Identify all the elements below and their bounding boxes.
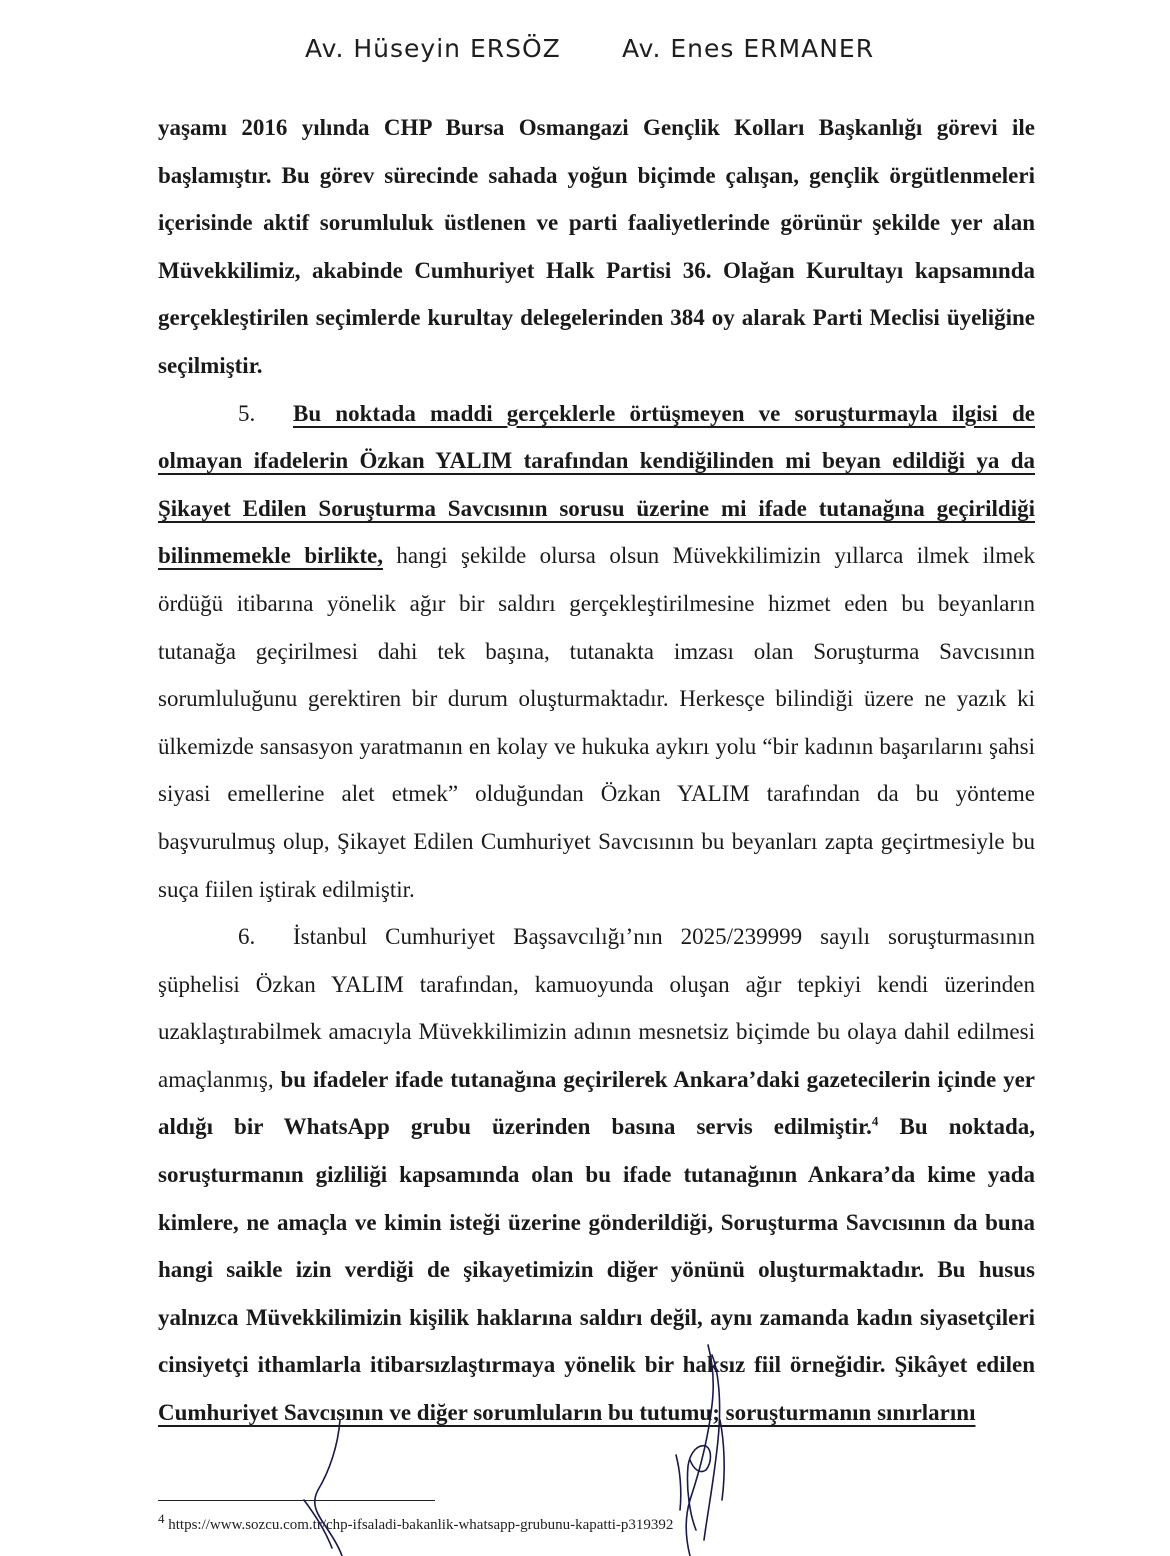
footnote <box>158 1511 674 1534</box>
paragraph-bold-text: bu ifadeler ifade tutanağına geçirilerek Ankara’daki gazetecilerin içinde yer aldığı bir WhatsApp grubu üzerinden basına servis edilmiştir. <box>158 1066 1035 1140</box>
paragraph-number: 5. <box>238 400 256 426</box>
footnote-number: 4 <box>158 1511 165 1526</box>
paragraph-text: İstanbul Cumhuriyet Başsavcılığı’nın 2025/239999 sayılı soruşturmasının şüphelisi Özkan YALIM tarafından, kamuoyunda oluşan ağır tepkiyi kendi üzerinden uzaklaştırabilmek amacıyla Müvekkilimizin adının mesnetsiz biçimde bu olaya dahil edilmesi amaçlanmış, <box>158 924 1035 1092</box>
footnote-reference: 4 <box>871 1113 879 1129</box>
paragraph-underlined-text: Bu noktada maddi gerçeklerle örtüşmeyen ve soruşturmayla ilgisi de olmayan ifadelerin Özkan YALIM tarafından kendiğilinden mi beyan edildiği ya da Şikayet Edilen Soruşturma Savcısının sorusu üzerine mi ifade tutanağına geçirildiği bilinmemekle birlikte, <box>158 400 1035 569</box>
lawyer-name-1: Av. Hüseyin ERSÖZ <box>305 34 561 63</box>
paragraph-bold-text: Bu noktada, soruşturmanın gizliliği kapsamında olan bu ifade tutanağının Ankara’da kime yada kimlere, ne amaçla ve kimin isteği üzerine gönderildiği, Soruşturma Savcısının da buna hangi saikle izin verdiği de şikayetimizin diğer yönünü oluşturmaktadır. Bu husus yalnızca Müvekkilimizin kişilik haklarına saldırı değil, aynı zamanda kadın siyasetçileri cinsiyetçi ithamlarla itibarsızlaştırmaya yönelik bir haksız fiil örneğidir. Şikâyet edilen <box>158 1114 1035 1378</box>
footnote-link: https://www.sozcu.com.tr/chp-ifsaladi-bakanlik-whatsapp-grubunu-kapatti-p319392 <box>164 1517 674 1533</box>
footnote-divider <box>158 1500 435 1501</box>
paragraph-continued <box>158 104 1035 390</box>
letterhead <box>0 30 1170 70</box>
paragraph-text: yaşamı 2016 yılında CHP Bursa Osmangazi Gençlik Kolları Başkanlığı görevi ile başlamıştır. Bu görev sürecinde sahada yoğun biçimde çalışan, gençlik örgütlenmeleri içerisinde aktif sorumluluk üstlenen ve parti faaliyetlerinde görünür şekilde yer alan Müvekkilimiz, akabinde Cumhuriyet Halk Partisi 36. Olağan Kurultayı kapsamında gerçekleştirilen seçimlerde kurultay delegelerinden 384 oy alarak Parti Meclisi üyeliğine seçilmiştir. <box>158 115 1035 378</box>
document-body <box>158 104 1035 1437</box>
lawyer-name-2: Av. Enes ERMANER <box>622 34 875 63</box>
paragraph-5 <box>158 390 1035 914</box>
paragraph-6 <box>158 913 1035 1437</box>
paragraph-underlined-text: Cumhuriyet Savcısının ve diğer sorumluların bu tutumu; soruşturmanın sınırlarını <box>158 1400 976 1426</box>
paragraph-text: hangi şekilde olursa olsun Müvekkilimizin yıllarca ilmek ilmek ördüğü itibarına yönelik ağır bir saldırı gerçekleştirilmesine hizmet eden bu beyanların tutanağa geçirilmesi dahi tek başına, tutanakta imzası olan Soruşturma Savcısının sorumluluğunu gerektiren bir durum oluşturmaktadır. Herkesçe bilindiği üzere ne yazık ki ülkemizde sansasyon yaratmanın en kolay ve hukuka aykırı yolu “bir kadının başarılarını şahsi siyasi emellerine alet etmek” olduğundan Özkan YALIM tarafından da bu yönteme başvurulmuş olup, Şikayet Edilen Cumhuriyet Savcısının bu beyanları zapta geçirtmesiyle bu suça fiilen iştirak edilmiştir. <box>158 543 1036 902</box>
paragraph-number: 6. <box>238 924 256 950</box>
